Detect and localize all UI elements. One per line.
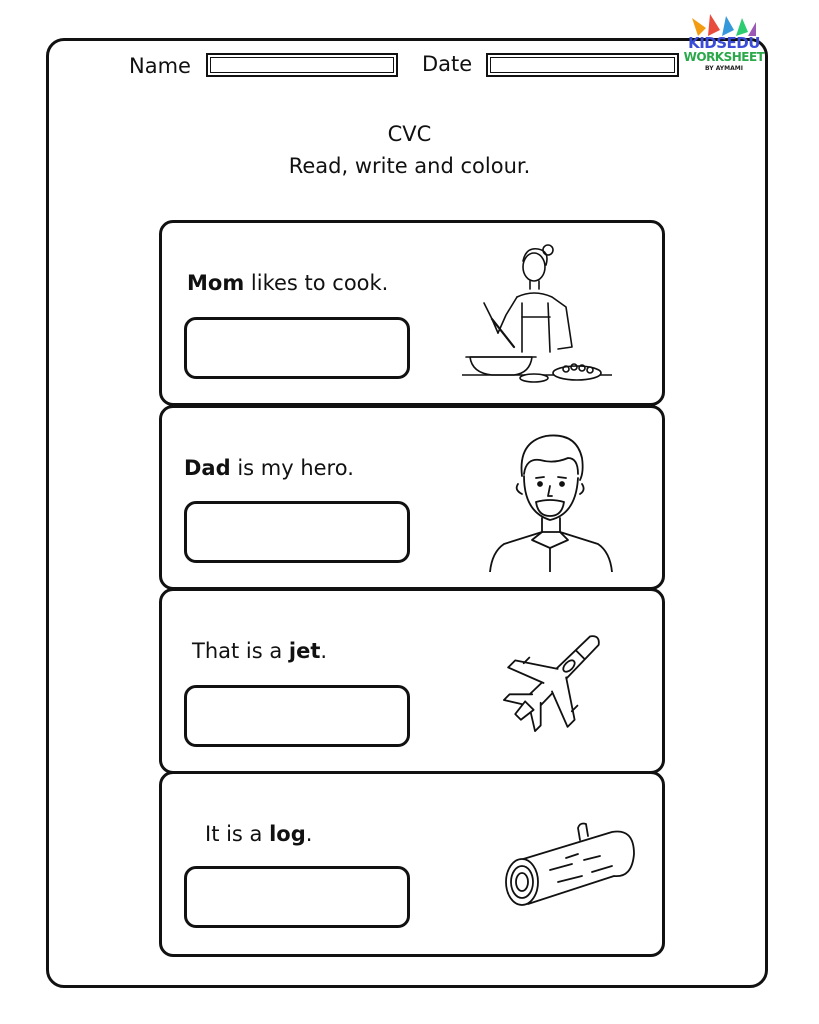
logo-text-worksheet: WORKSHEET [683,50,765,64]
sentence-3: That is a jet. [192,639,328,663]
answer-box-2[interactable] [184,501,410,563]
mom-cooking-icon [462,237,612,392]
dad-portrait-icon [484,428,624,572]
target-word: log [269,822,306,846]
logo-text-kidsedu: KIDSEDU [688,34,760,52]
sentence-4: It is a log. [205,822,313,846]
date-field[interactable] [486,53,679,77]
exercise-card-1 [159,220,665,406]
exercise-card-3 [159,588,665,774]
page-heading: CVC [387,122,432,146]
log-icon [500,818,640,914]
answer-box-1[interactable] [184,317,410,379]
kidsedu-logo [682,12,766,78]
answer-box-4[interactable] [184,866,410,928]
sentence-2: Dad is my hero. [184,456,354,480]
sentence-1: Mom likes to cook. [187,271,389,295]
target-word: Dad [184,456,231,480]
exercise-card-4 [159,771,665,957]
date-label: Date [422,52,473,76]
target-word: Mom [187,271,245,295]
answer-box-3[interactable] [184,685,410,747]
page-instruction: Read, write and colour. [288,154,531,178]
jet-icon [488,619,616,747]
name-label: Name [129,54,191,78]
exercise-card-2 [159,405,665,590]
name-field[interactable] [206,53,398,77]
logo-text-byline: BY AYMAMI [705,65,743,72]
target-word: jet [288,639,321,663]
